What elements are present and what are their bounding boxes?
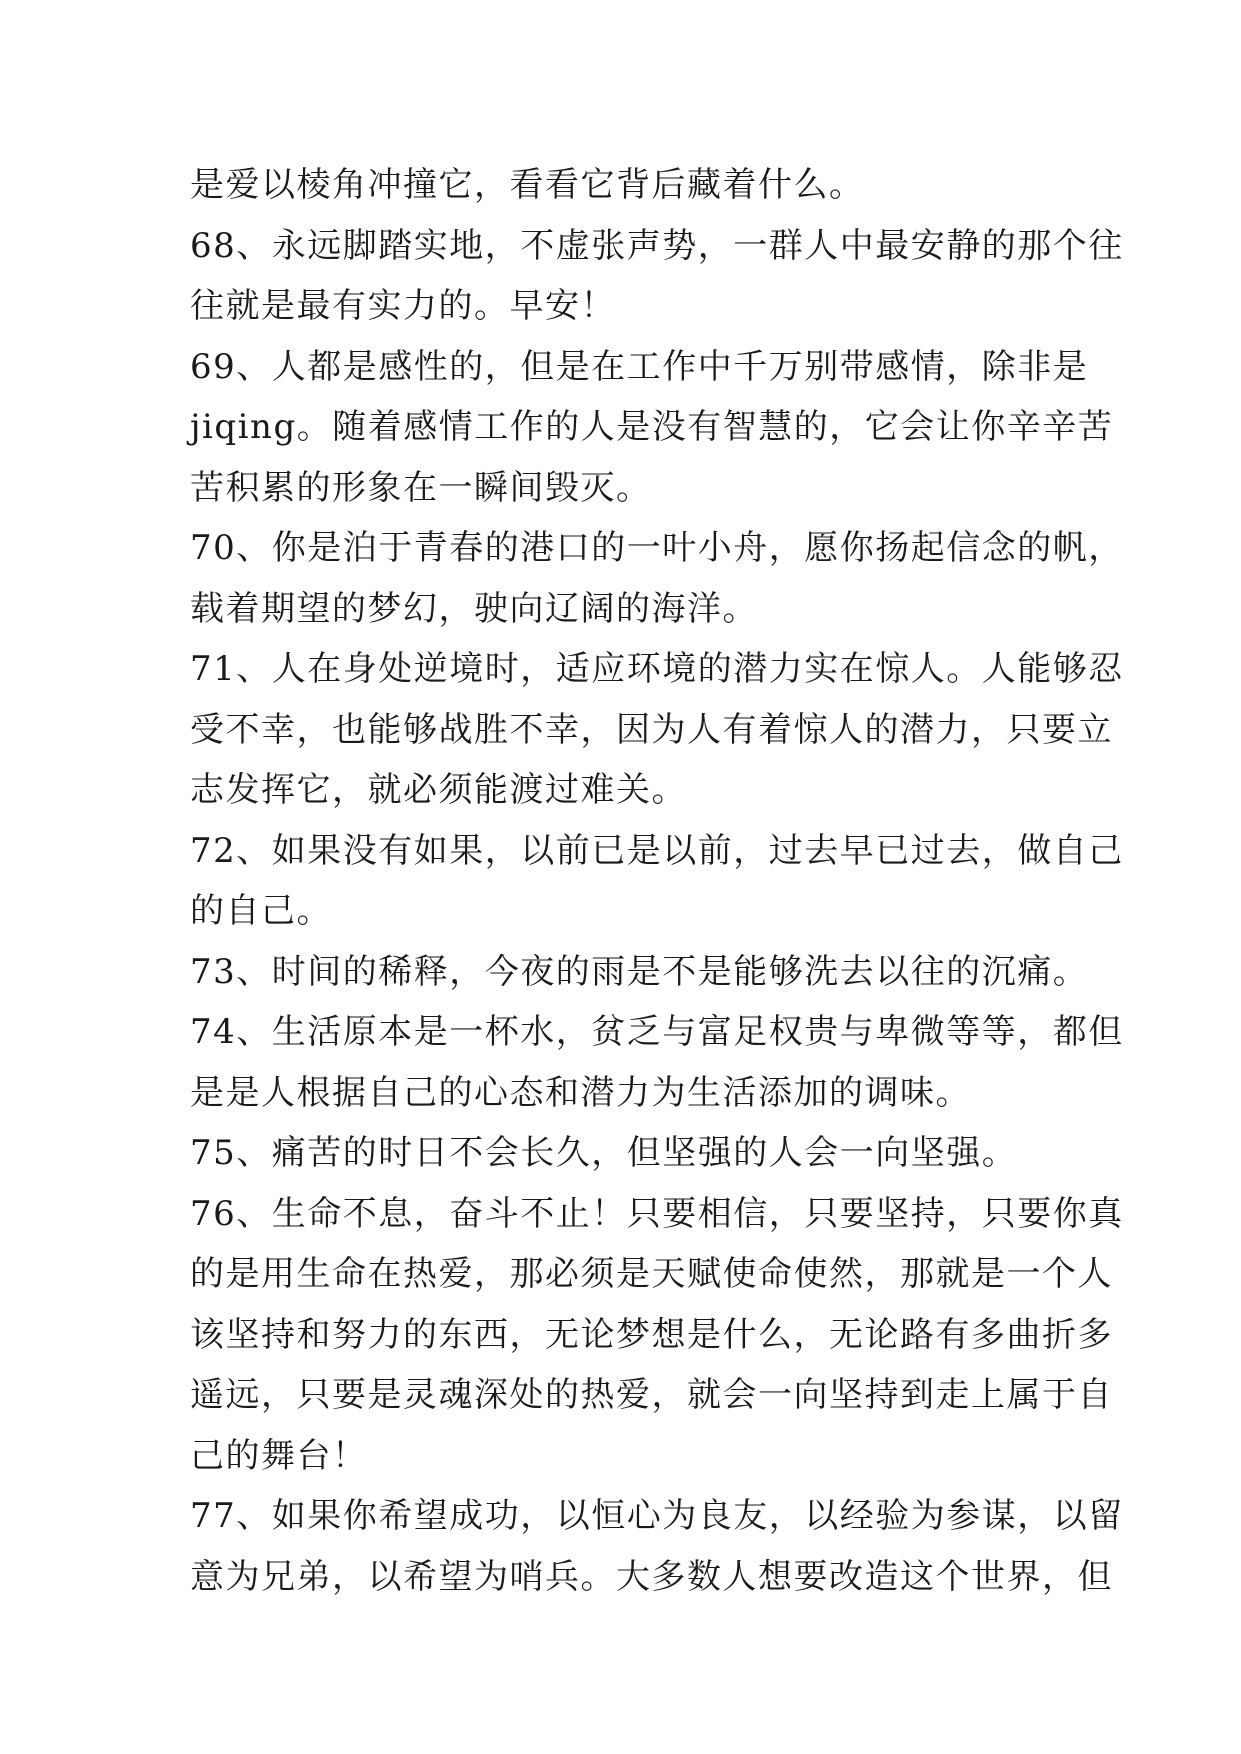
- text-line: 的自己。: [190, 891, 332, 931]
- text-line: 是是人根据自己的心态和潜力为生活添加的调味。: [190, 1072, 971, 1113]
- text-line: 志发挥它，就必须能渡过难关。: [190, 770, 687, 810]
- document-body: [190, 155, 1124, 1607]
- text-line: 69、人都是感性的，但是在工作中千万别带感情，除非是: [190, 346, 1089, 387]
- text-line: jiqing。随着感情工作的人是没有智慧的，它会让你辛辛苦: [190, 407, 1114, 447]
- text-line: 该坚持和努力的东西，无论梦想是什么，无论路有多曲折多: [190, 1314, 1113, 1355]
- text-line: 77、如果你希望成功，以恒心为良友，以经验为参谋，以留: [190, 1496, 1124, 1536]
- text-line: 载着期望的梦幻，驶向辽阔的海洋。: [190, 588, 758, 629]
- text-line: 遥远，只要是灵魂深处的热爱，就会一向坚持到走上属于自: [190, 1375, 1113, 1415]
- text-line: 意为兄弟，以希望为哨兵。大多数人想要改造这个世界，但: [190, 1556, 1113, 1597]
- text-line: 73、时间的稀释，今夜的雨是不是能够洗去以往的沉痛。: [190, 951, 1089, 992]
- text-line: 71、人在身处逆境时，适应环境的潜力实在惊人。人能够忍: [190, 649, 1124, 689]
- text-line: 75、痛苦的时日不会长久，但坚强的人会一向坚强。: [190, 1133, 1018, 1173]
- text-line: 72、如果没有如果，以前已是以前，过去早已过去，做自己: [190, 830, 1124, 871]
- text-line: 74、生活原本是一杯水，贫乏与富足权贵与卑微等等，都但: [190, 1012, 1124, 1052]
- text-line: 是爱以棱角冲撞它，看看它背后藏着什么。: [190, 165, 865, 205]
- text-line: 己的舞台！: [190, 1435, 368, 1476]
- text-line: 70、你是泊于青春的港口的一叶小舟，愿你扬起信念的帆，: [190, 528, 1124, 568]
- text-line: 68、永远脚踏实地，不虚张声势，一群人中最安静的那个往: [190, 225, 1124, 266]
- text-line: 往就是最有实力的。早安！: [190, 286, 616, 326]
- text-line: 苦积累的形象在一瞬间毁灭。: [190, 467, 652, 508]
- text-line: 的是用生命在热爱，那必须是天赋使命使然，那就是一个人: [190, 1254, 1113, 1294]
- text-line: 76、生命不息，奋斗不止！只要相信，只要坚持，只要你真: [190, 1193, 1124, 1234]
- text-line: 受不幸，也能够战胜不幸，因为人有着惊人的潜力，只要立: [190, 709, 1113, 750]
